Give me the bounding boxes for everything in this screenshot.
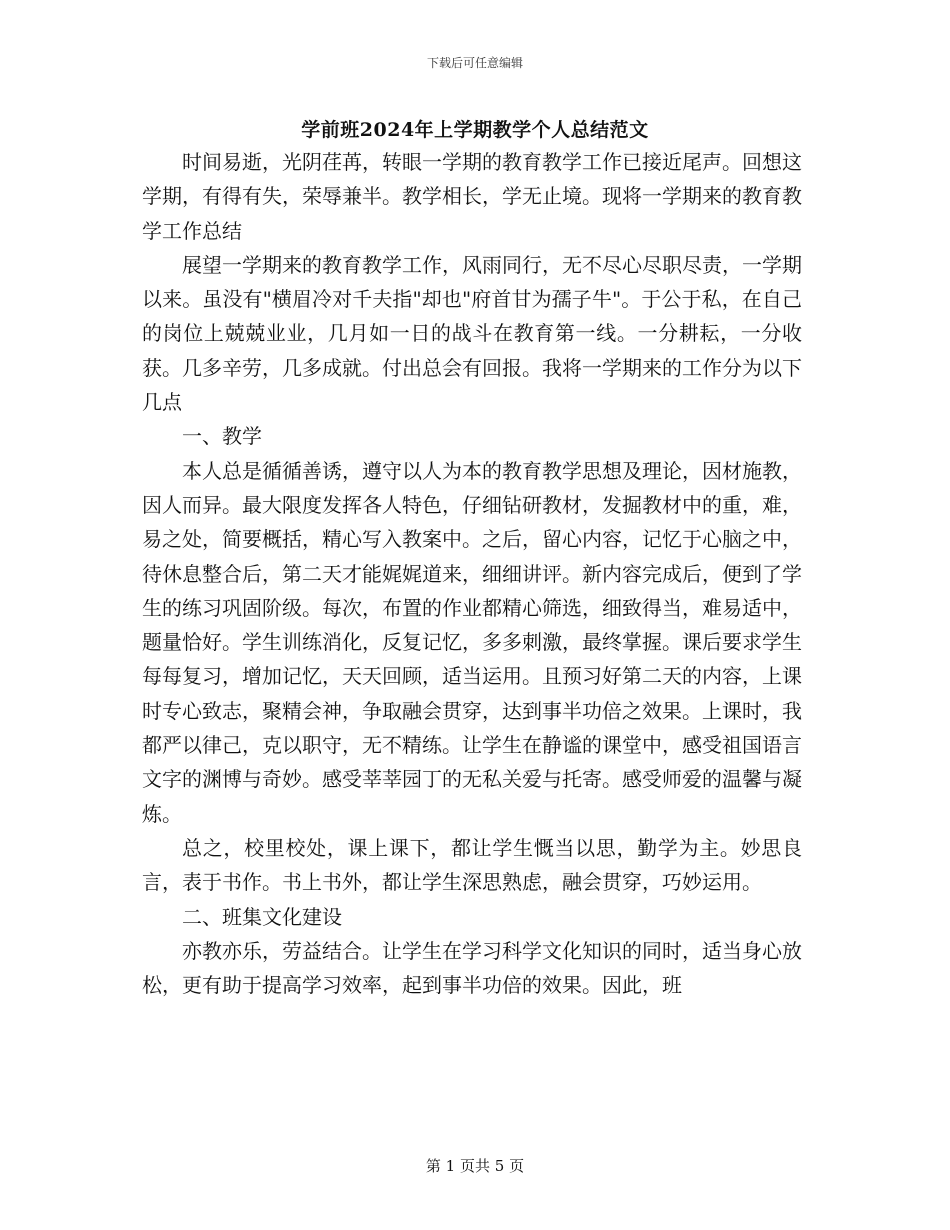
section-heading-teaching: 一、教学 (182, 424, 262, 449)
document-body (142, 145, 802, 1002)
paragraph-summary: 总之，校里校处，课上课下，都让学生慨当以思，勤学为主。妙思良言，表于书作。书上书外，都让学生深思熟虑，融会贯穿，巧妙运用。 (142, 835, 802, 895)
paragraph-class-culture: 亦教亦乐，劳益结合。让学生在学习科学文化知识的同时，适当身心放松，更有助于提高学习效率，起到事半功倍的效果。因此，班 (142, 938, 802, 998)
header-note: 下载后可任意编辑 (426, 56, 523, 70)
paragraph-review: 展望一学期来的教育教学工作，风雨同行，无不尽心尽职尽责，一学期以来。虽没有"横眉冷对千夫指"却也"府首甘为孺子牛"。于公于私，在自己的岗位上兢兢业业，几月如一日的战斗在教育第一线。一分耕耘，一分收获。几多辛劳，几多成就。付出总会有回报。我将一学期来的工作分为以下几点 (142, 252, 802, 415)
document-title: 学前班2024年上学期教学个人总结范文 (301, 119, 649, 141)
paragraph-teaching: 本人总是循循善诱，遵守以人为本的教育教学思想及理论，因材施教，因人而异。最大限度发挥各人特色，仔细钻研教材，发掘教材中的重，难，易之处，简要概括，精心写入教案中。之后，留心内容，记忆于心脑之中，待休息整合后，第二天才能娓娓道来，细细讲评。新内容完成后，便到了学生的练习巩固阶级。每次，布置的作业都精心筛选，细致得当，难易适中，题量恰好。学生训练消化，反复记忆，多多刺激，最终掌握。课后要求学生每每复习，增加记忆，天天回顾，适当运用。且预习好第二天的内容，上课时专心致志，聚精会神，争取融会贯穿，达到事半功倍之效果。上课时，我都严以律己，克以职守，无不精练。让学生在静谧的课堂中，感受祖国语言文字的渊博与奇妙。感受莘莘园丁的无私关爱与托寄。感受师爱的温馨与凝炼。 (142, 458, 802, 826)
section-heading-class-culture: 二、班集文化建设 (182, 904, 342, 929)
page-number: 第 1 页共 5 页 (425, 1157, 525, 1175)
paragraph-intro: 时间易逝，光阴荏苒，转眼一学期的教育教学工作已接近尾声。回想这学期，有得有失，荣辱兼半。教学相长，学无止境。现将一学期来的教育教学工作总结 (142, 150, 802, 243)
